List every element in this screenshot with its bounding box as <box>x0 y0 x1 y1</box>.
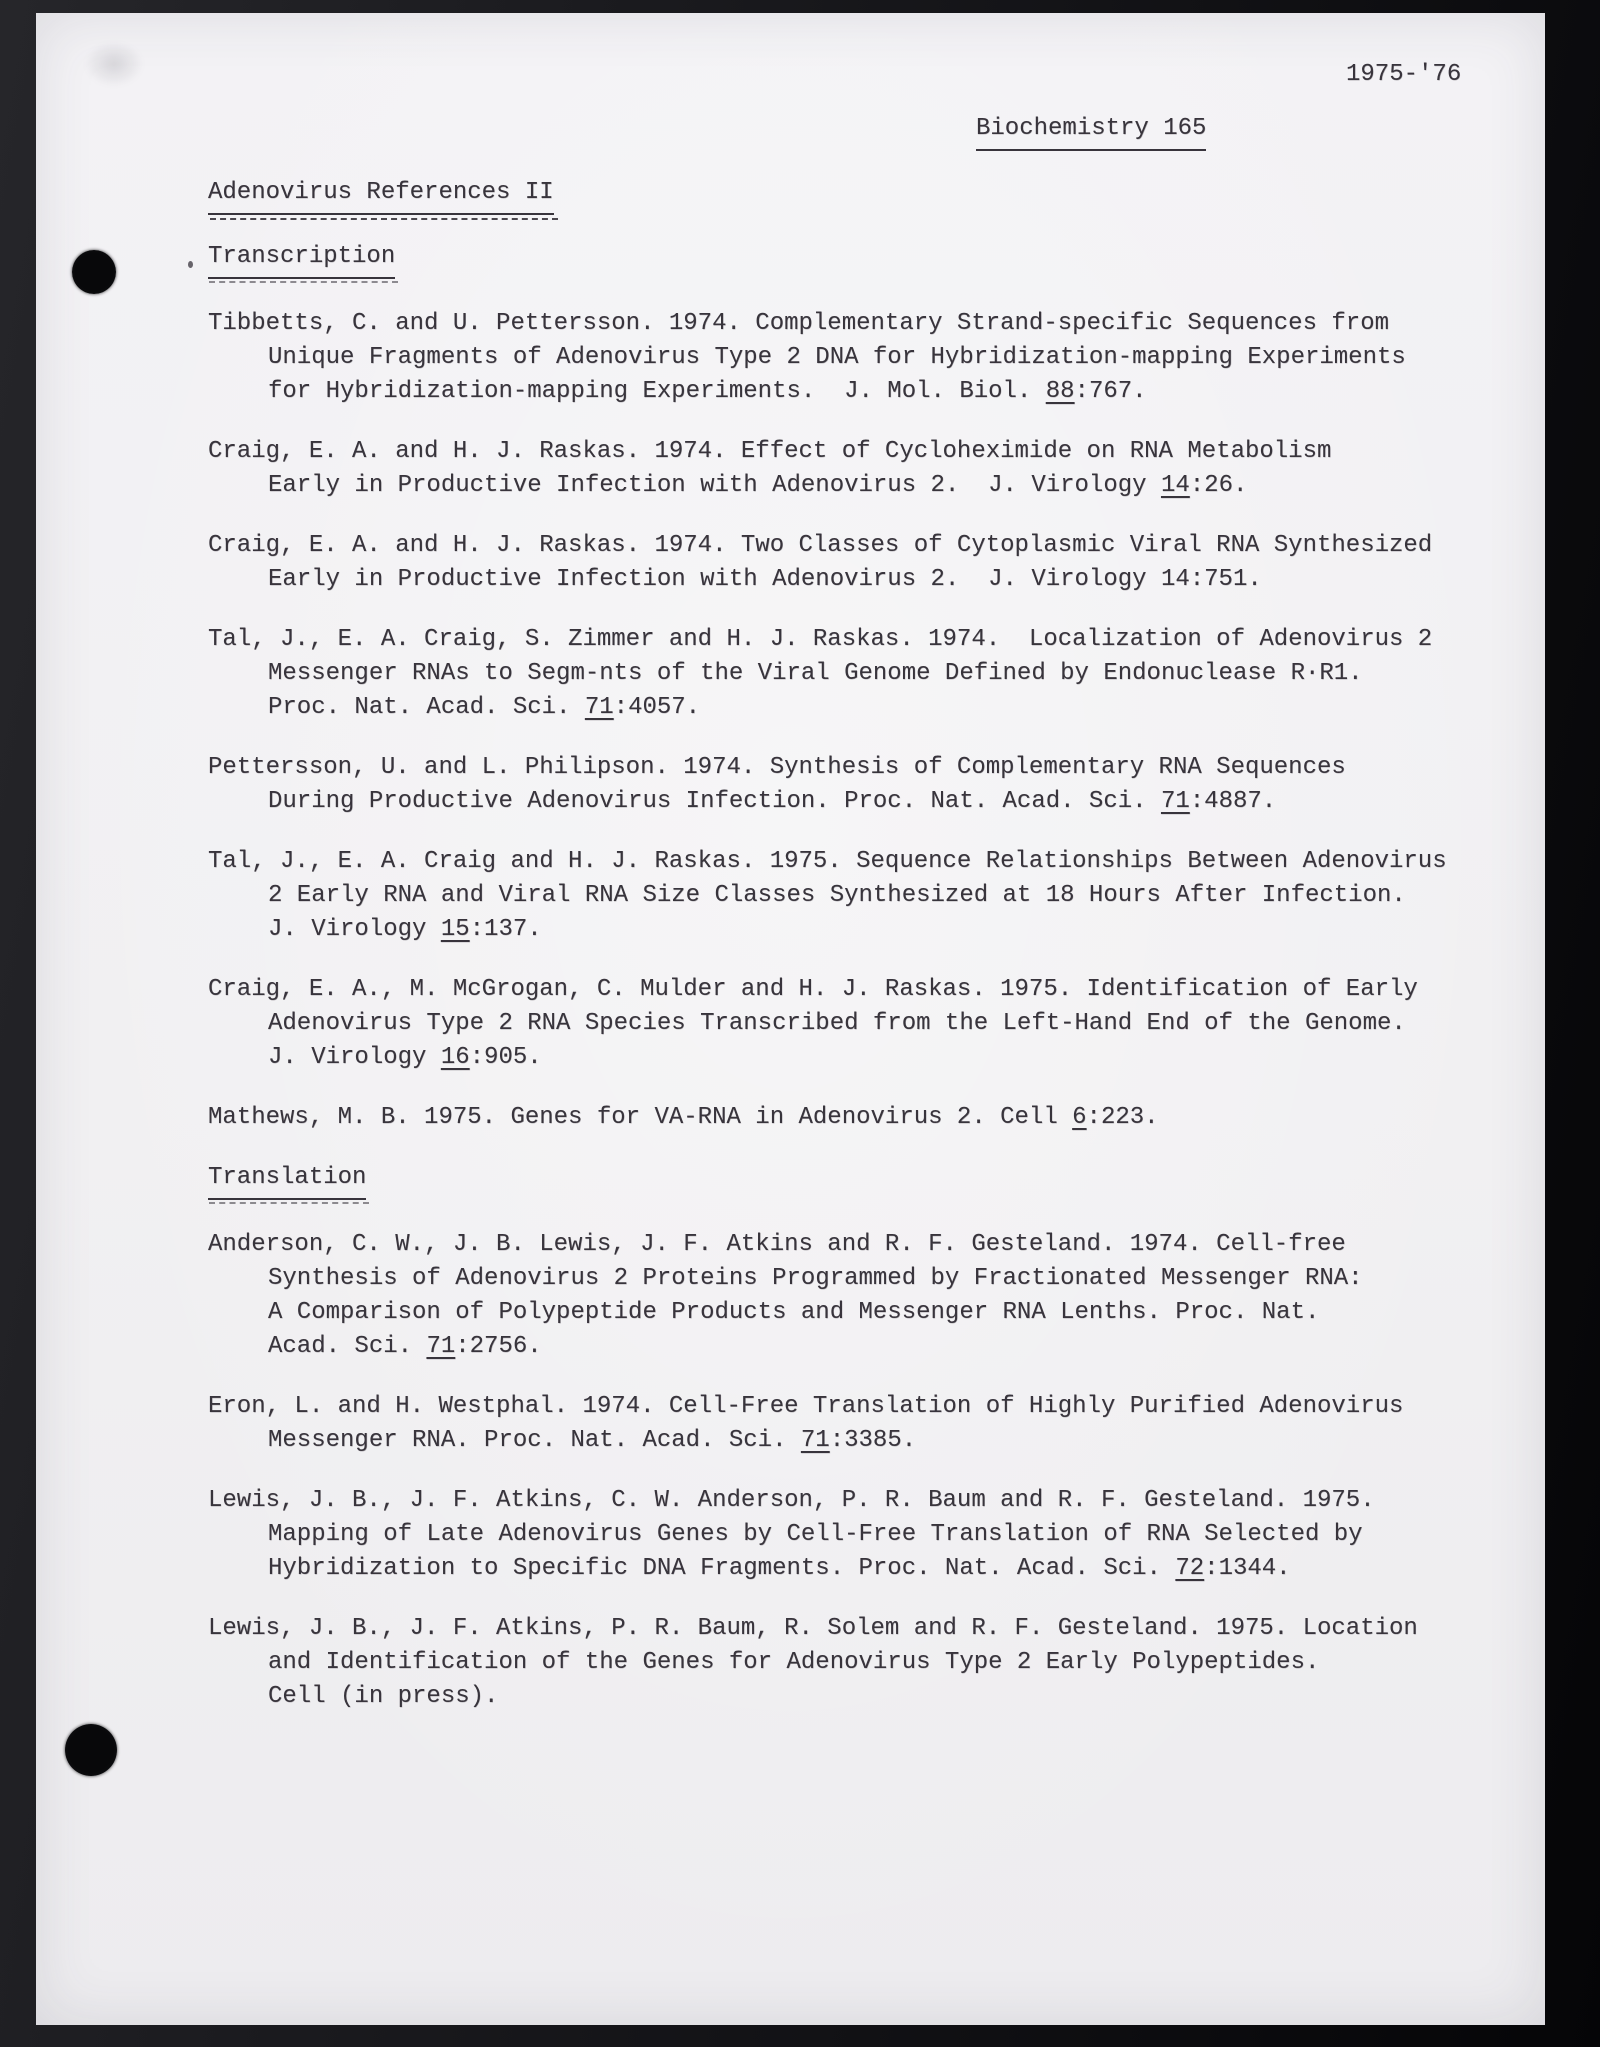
section-heading <box>208 240 1548 279</box>
reference-text: Hybridization to Specific DNA Fragments. Proc. Nat. Acad. Sci. <box>268 1555 1176 1582</box>
volume-number: 71 <box>800 1427 830 1454</box>
reference-text: Craig, E. A., M. McGrogan, C. Mulder and H. J. Raskas. 1975. Identification of Early <box>208 976 1418 1003</box>
reference-entry <box>208 1484 1548 1586</box>
volume-number: 88 <box>1045 378 1075 405</box>
reference-text: :767. <box>1074 378 1147 405</box>
academic-year-label: 1975-'76 <box>1346 61 1462 88</box>
reference-text: Messenger RNA. Proc. Nat. Acad. Sci. <box>268 1427 801 1454</box>
volume-number: 14 <box>1160 472 1190 499</box>
section-heading-text: Translation <box>208 1161 366 1200</box>
reference-text: Unique Fragments of Adenovirus Type 2 DNA for Hybridization-mapping Experiments <box>268 344 1406 371</box>
reference-text: 2 Early RNA and Viral RNA Size Classes Synthesized at 18 Hours After Infection. <box>268 882 1406 909</box>
references-list <box>208 240 1548 1740</box>
section-heading-text: Transcription <box>208 240 395 279</box>
reference-text: Tal, J., E. A. Craig, S. Zimmer and H. J. Raskas. 1974. Localization of Adenovirus 2 <box>208 626 1433 653</box>
volume-number: 15 <box>440 916 470 943</box>
reference-text: and Identification of the Genes for Adenovirus Type 2 Early Polypeptides. <box>268 1649 1320 1676</box>
reference-entry <box>208 529 1548 597</box>
reference-entry <box>208 435 1548 503</box>
volume-number: 6 <box>1072 1104 1087 1131</box>
volume-number: 72 <box>1175 1555 1205 1582</box>
reference-text: :905. <box>469 1044 542 1071</box>
reference-entry <box>208 845 1548 947</box>
reference-entry <box>208 1390 1548 1458</box>
reference-text: Cell (in press). <box>268 1683 499 1710</box>
reference-text: Mapping of Late Adenovirus Genes by Cell-Free Translation of RNA Selected by <box>268 1521 1363 1548</box>
reference-text: Tibbetts, C. and U. Pettersson. 1974. Complementary Strand-specific Sequences from <box>208 310 1389 337</box>
punch-hole-bottom <box>65 1724 117 1776</box>
pencil-smudge <box>84 41 144 87</box>
reference-text: :2756. <box>455 1333 542 1360</box>
punch-hole-top <box>72 250 116 294</box>
page-title <box>208 176 554 215</box>
reference-text: Tal, J., E. A. Craig and H. J. Raskas. 1975. Sequence Relationships Between Adenovirus <box>208 848 1447 875</box>
reference-entry <box>208 307 1548 409</box>
reference-text: :223. <box>1086 1104 1159 1131</box>
reference-text: During Productive Adenovirus Infection. Proc. Nat. Acad. Sci. <box>268 788 1161 815</box>
reference-text: :137. <box>469 916 542 943</box>
section-heading <box>208 1161 1548 1200</box>
reference-text: J. Virology <box>268 1044 441 1071</box>
reference-text: Acad. Sci. <box>268 1333 427 1360</box>
document-page <box>36 13 1545 2025</box>
reference-text: Synthesis of Adenovirus 2 Proteins Programmed by Fractionated Messenger RNA: <box>268 1265 1363 1292</box>
reference-text: :3385. <box>829 1427 917 1454</box>
reference-text: Craig, E. A. and H. J. Raskas. 1974. Effect of Cycloheximide on RNA Metabolism <box>208 438 1332 465</box>
reference-text: for Hybridization-mapping Experiments. J. Mol. Biol. <box>268 378 1046 405</box>
volume-number: 71 <box>426 1333 456 1360</box>
ink-speck <box>188 261 193 268</box>
reference-text: A Comparison of Polypeptide Products and Messenger RNA Lenths. Proc. Nat. <box>268 1299 1320 1326</box>
reference-text: :4887. <box>1189 788 1277 815</box>
reference-entry <box>208 973 1548 1075</box>
reference-text: Adenovirus Type 2 RNA Species Transcribed from the Left-Hand End of the Genome. <box>268 1010 1406 1037</box>
reference-text: Lewis, J. B., J. F. Atkins, C. W. Anderson, P. R. Baum and R. F. Gesteland. 1975. <box>208 1487 1375 1514</box>
reference-text: Craig, E. A. and H. J. Raskas. 1974. Two Classes of Cytoplasmic Viral RNA Synthesized <box>208 532 1433 559</box>
reference-text: Early in Productive Infection with Adenovirus 2. J. Virology <box>268 472 1161 499</box>
reference-text: :1344. <box>1204 1555 1291 1582</box>
reference-text: J. Virology <box>268 916 441 943</box>
page-title-text: Adenovirus References II <box>208 176 554 215</box>
reference-text: Anderson, C. W., J. B. Lewis, J. F. Atkins and R. F. Gesteland. 1974. Cell-free <box>208 1231 1346 1258</box>
reference-entry <box>208 623 1548 725</box>
volume-number: 71 <box>584 694 614 721</box>
reference-text: :4057. <box>613 694 701 721</box>
volume-number: 16 <box>440 1044 470 1071</box>
reference-entry <box>208 1612 1548 1714</box>
reference-text: Pettersson, U. and L. Philipson. 1974. Synthesis of Complementary RNA Sequences <box>208 754 1346 781</box>
reference-text: Messenger RNAs to Segm-nts of the Viral Genome Defined by Endonuclease R·R1. <box>268 660 1363 687</box>
reference-text: Early in Productive Infection with Adenovirus 2. J. Virology 14:751. <box>268 566 1262 593</box>
reference-text: :26. <box>1189 472 1248 499</box>
reference-entry <box>208 1101 1548 1135</box>
reference-text: Proc. Nat. Acad. Sci. <box>268 694 585 721</box>
course-title <box>976 112 1206 151</box>
reference-text: Eron, L. and H. Westphal. 1974. Cell-Free Translation of Highly Purified Adenovirus <box>208 1393 1404 1420</box>
volume-number: 71 <box>1160 788 1190 815</box>
reference-entry <box>208 1228 1548 1364</box>
reference-entry <box>208 751 1548 819</box>
reference-text: Lewis, J. B., J. F. Atkins, P. R. Baum, R. Solem and R. F. Gesteland. 1975. Location <box>208 1615 1418 1642</box>
reference-text: Mathews, M. B. 1975. Genes for VA-RNA in Adenovirus 2. Cell <box>208 1104 1073 1131</box>
course-title-text: Biochemistry 165 <box>976 112 1206 151</box>
